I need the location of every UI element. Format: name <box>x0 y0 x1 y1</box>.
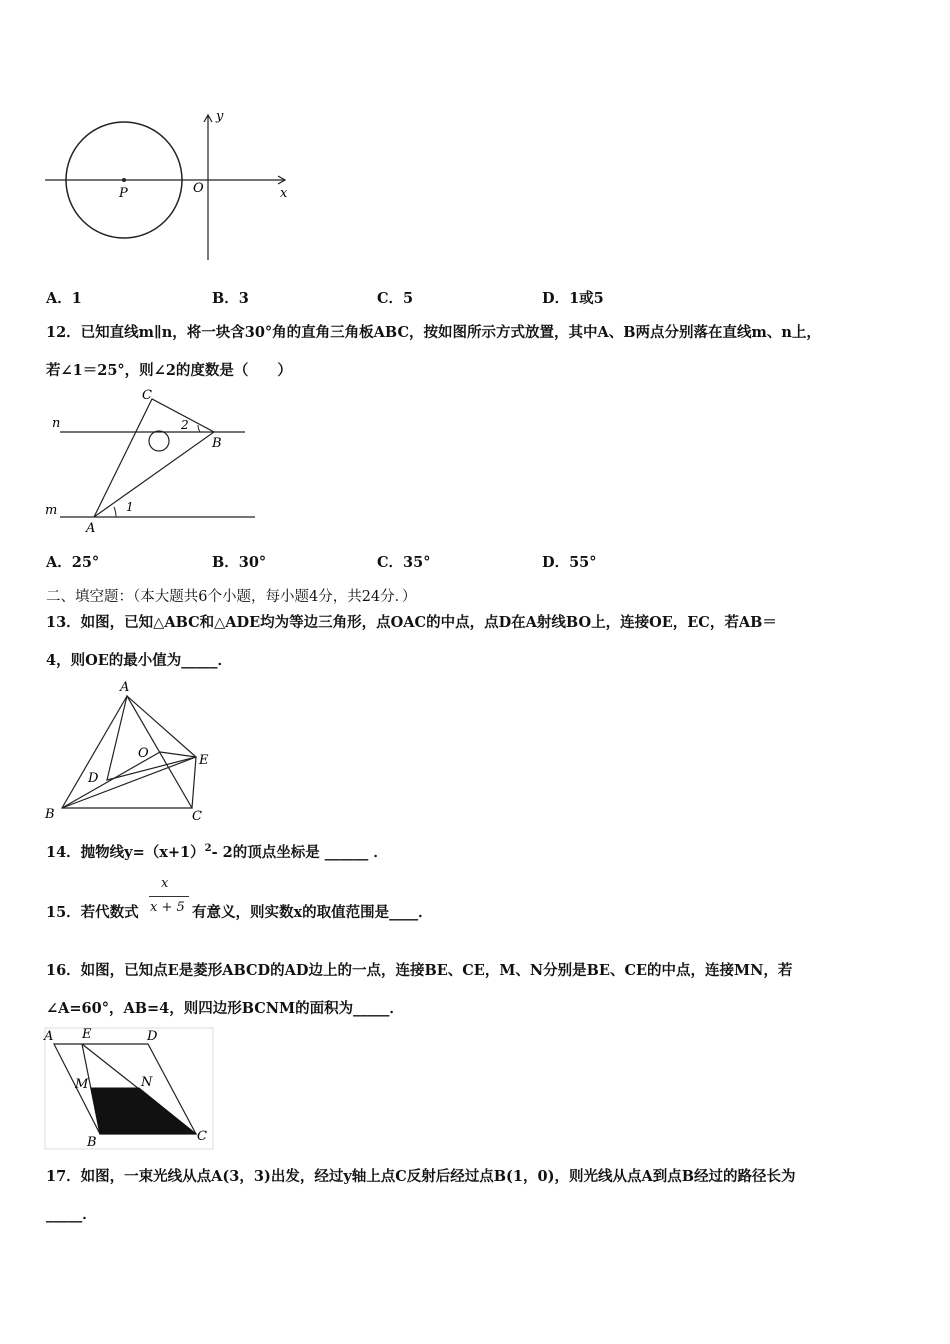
q16-figure <box>40 1026 215 1151</box>
q14-text <box>46 841 388 862</box>
q11-option-d[interactable]: D．1或5 <box>542 290 604 307</box>
label-y: y <box>216 109 224 124</box>
q15-numerator: x <box>161 876 169 891</box>
q16-text-2: ∠A=60°，AB=4，则四边形BCNM的面积为_____． <box>46 1000 404 1017</box>
label-B: B <box>212 436 222 451</box>
q13-text-1: 13．如图，已知△ABC和△ADE均为等边三角形，点OAC的中点，点D在A射线BO上，连接OE，EC，若AB＝ <box>46 614 777 631</box>
q15-fraction-bar <box>149 896 189 897</box>
q14-exponent: 2 <box>204 843 212 855</box>
q12-figure <box>40 385 260 535</box>
q12-option-d[interactable]: D．55° <box>542 554 597 571</box>
q12-option-b[interactable]: B．30° <box>212 554 267 571</box>
q12-text-2: 若∠1＝25°，则∠2的度数是（ ） <box>46 362 292 379</box>
q13-text-2: 4，则OE的最小值为_____． <box>46 652 233 669</box>
angle2-arc <box>198 425 200 432</box>
q11-option-a[interactable]: A．1 <box>46 290 82 307</box>
label-x: x <box>280 186 288 201</box>
label-D: D <box>147 1029 158 1044</box>
label-D: D <box>88 771 99 786</box>
center-dot <box>122 178 126 182</box>
triangle-abc <box>62 696 192 808</box>
q12-option-a[interactable]: A．25° <box>46 554 100 571</box>
q16-text-1: 16．如图，已知点E是菱形ABCD的AD边上的一点，连接BE、CE，M、N分别是BE、CE的中点，连接MN，若 <box>46 962 793 979</box>
label-O: O <box>138 746 149 761</box>
q12-option-c[interactable]: C．35° <box>377 554 431 571</box>
label-B: B <box>45 807 55 822</box>
label-A: A <box>86 521 96 536</box>
q12-text-1: 12．已知直线m∥n，将一块含30°角的直角三角板ABC，按如图所示方式放置，其中A、B两点分别落在直线m、n上， <box>46 324 821 341</box>
q15-post: 有意义，则实数x的取值范围是____． <box>192 904 433 921</box>
label-2: 2 <box>181 418 189 432</box>
label-C: C <box>192 809 202 824</box>
label-C: C <box>142 388 152 403</box>
label-A: A <box>44 1029 54 1044</box>
q17-text-1: 17．如图，一束光线从点A(3，3)出发，经过y轴上点C反射后经过点B(1，0)，则光线从点A到点B经过的路径长为 <box>46 1168 796 1185</box>
q17-text-2: _____． <box>46 1206 97 1223</box>
q15-pre: 15．若代数式 <box>46 904 139 921</box>
segment-ce <box>192 757 196 808</box>
q14-tail: - 2的顶点坐标是 ______ ． <box>211 844 388 861</box>
label-m: m <box>45 503 58 518</box>
q11-option-b[interactable]: B．3 <box>212 290 249 307</box>
triangle-hole <box>149 431 169 451</box>
label-N: N <box>141 1075 153 1090</box>
label-n: n <box>52 416 61 431</box>
label-C: C <box>197 1129 207 1144</box>
angle1-arc <box>114 507 116 517</box>
q15-denominator: x + 5 <box>150 900 185 915</box>
label-P: P <box>119 186 128 201</box>
section-2-heading: 二、填空题：（本大题共6个小题，每小题4分，共24分．） <box>46 589 417 605</box>
label-E: E <box>82 1027 92 1042</box>
label-O: O <box>193 181 204 196</box>
q13-figure <box>40 678 220 823</box>
segment-be <box>62 757 196 808</box>
label-B: B <box>87 1135 97 1150</box>
label-A: A <box>120 680 130 695</box>
label-1: 1 <box>126 500 134 514</box>
q11-option-c[interactable]: C．5 <box>377 290 414 307</box>
label-M: M <box>75 1077 89 1092</box>
triangle-abc <box>94 399 214 517</box>
label-E: E <box>199 753 209 768</box>
shaded-bcnm <box>91 1088 196 1134</box>
q14-main: 14．抛物线y=（x+1） <box>46 844 205 861</box>
q11-figure <box>40 100 300 265</box>
